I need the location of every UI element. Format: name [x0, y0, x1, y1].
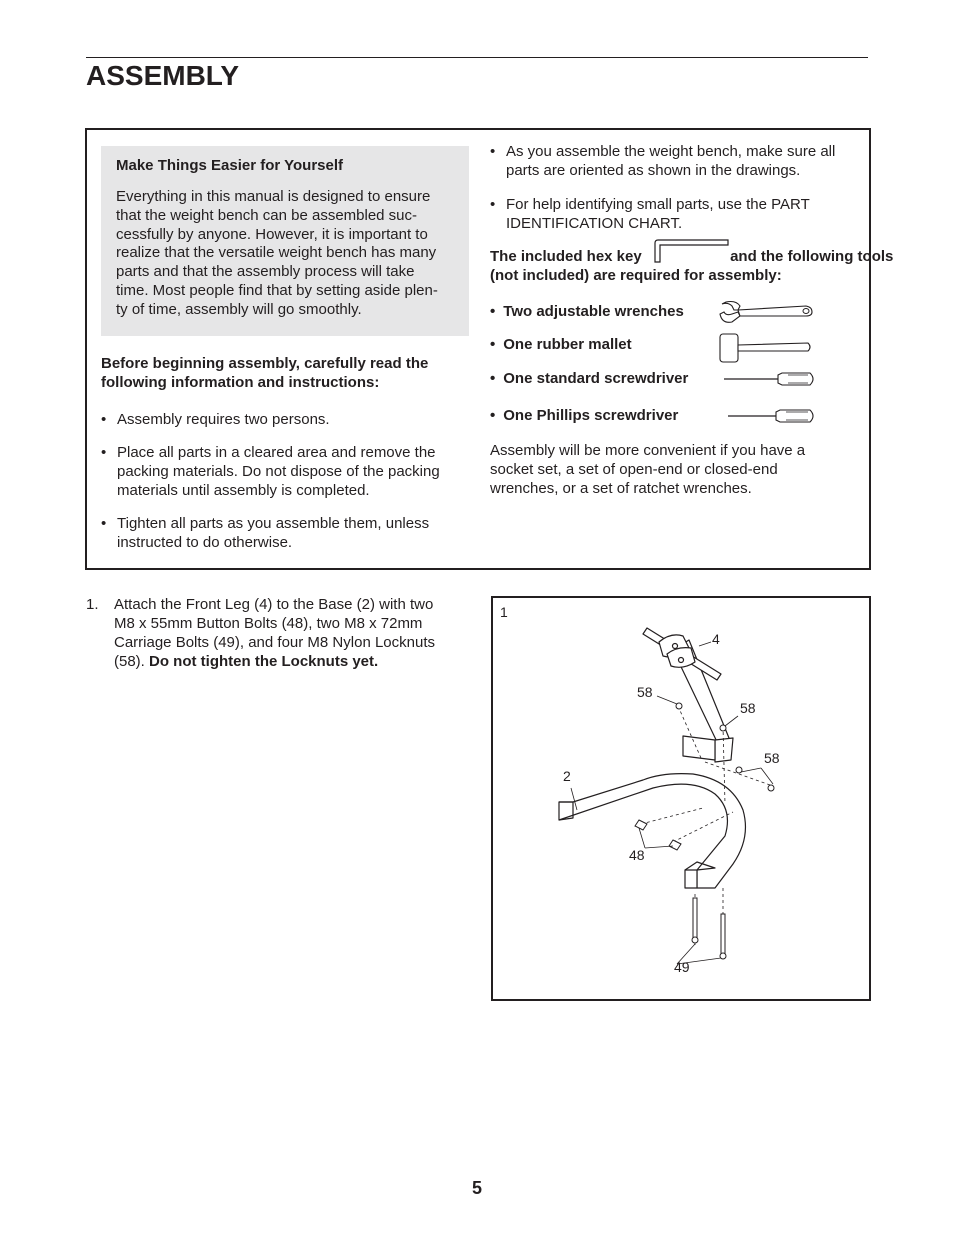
tips-line: that the weight bench can be assembled suc-	[116, 206, 418, 224]
tools-intro-line2: (not included) are required for assembly:	[490, 267, 782, 284]
locknut-marker	[768, 785, 774, 791]
tips-line: parts and that the assembly process will take	[116, 263, 415, 281]
callout-locknut: 58	[637, 684, 653, 700]
adjustable-wrench-icon	[718, 300, 814, 330]
standard-screwdriver-icon	[718, 370, 818, 388]
bullet-item: • For help identifying small parts, use the PART IDENTIFICATION CHART.	[490, 196, 810, 232]
step-number: 1.	[86, 596, 99, 613]
tips-line: cessfully by anyone. However, it is important to	[116, 225, 428, 243]
tool-item-standard-screwdriver: • One standard screwdriver	[490, 370, 689, 387]
bullet-dot: •	[101, 411, 107, 428]
convenience-note: Assembly will be more convenient if you have a socket set, a set of open-end or closed-end wrenches, or a set of ratchet wrenches.	[490, 442, 806, 497]
rubber-mallet-icon	[718, 332, 814, 364]
callout-locknut: 58	[740, 700, 756, 716]
tips-line: ty of time, assembly will go smoothly.	[116, 300, 362, 318]
bullet-item: • Place all parts in a cleared area and remove the packing materials. Do not dispose of the packing materials until assembly is completed.	[101, 444, 440, 499]
callout-base: 2	[563, 768, 571, 784]
bullet-item: • As you assemble the weight bench, make sure all parts are oriented as shown in the drawings.	[490, 143, 836, 179]
bullet-dot: •	[101, 444, 107, 461]
carriage-bolt	[693, 898, 697, 940]
assembly-drawing	[493, 598, 867, 996]
hex-key-icon	[652, 238, 732, 264]
carriage-bolt	[721, 914, 725, 954]
tips-box-text	[116, 188, 461, 320]
tips-box-title: Make Things Easier for Yourself	[116, 157, 344, 174]
tools-intro-line1: The included hex key and the following tools	[490, 248, 894, 265]
figure-number: 1	[500, 604, 508, 620]
callout-button-bolt: 48	[629, 847, 645, 863]
before-assembly-heading: Before beginning assembly, carefully read the following information and instructions:	[101, 355, 429, 391]
bullet-dot: •	[101, 515, 107, 532]
tool-item-adjustable-wrenches: • Two adjustable wrenches	[490, 303, 684, 320]
button-bolt-head	[635, 820, 647, 830]
step-warning: Do not tighten the Locknuts yet.	[149, 653, 379, 670]
page-title: ASSEMBLY	[86, 60, 240, 91]
phillips-screwdriver-icon	[718, 406, 818, 426]
step-1-text: Attach the Front Leg (4) to the Base (2) with two M8 x 55mm Button Bolts (48), two M8 x 72mm Carriage Bolts (49), and four M8 Nylon Locknuts (58). Do not tighten the Locknuts yet.	[114, 596, 435, 670]
page-number: 5	[471, 1178, 482, 1198]
base-frame	[559, 774, 745, 888]
bullet-item: • Assembly requires two persons.	[101, 411, 330, 428]
callout-front-leg: 4	[712, 631, 720, 647]
tips-line: time. Most people find that by setting aside plen-	[116, 281, 438, 299]
callout-locknut: 58	[764, 750, 780, 766]
tool-item-phillips-screwdriver: • One Phillips screwdriver	[490, 407, 679, 424]
bullet-dot: •	[490, 196, 496, 213]
tips-line: realize that the versatile weight bench has many	[116, 244, 437, 262]
callout-carriage-bolt: 49	[674, 959, 690, 975]
bullet-item: • Tighten all parts as you assemble them, unless instructed to do otherwise.	[101, 515, 430, 551]
header-rule	[86, 57, 868, 58]
button-bolt-head	[669, 840, 681, 850]
bullet-dot: •	[490, 143, 496, 160]
tips-line: Everything in this manual is designed to ensure	[116, 188, 431, 205]
tool-item-rubber-mallet: • One rubber mallet	[490, 336, 632, 353]
